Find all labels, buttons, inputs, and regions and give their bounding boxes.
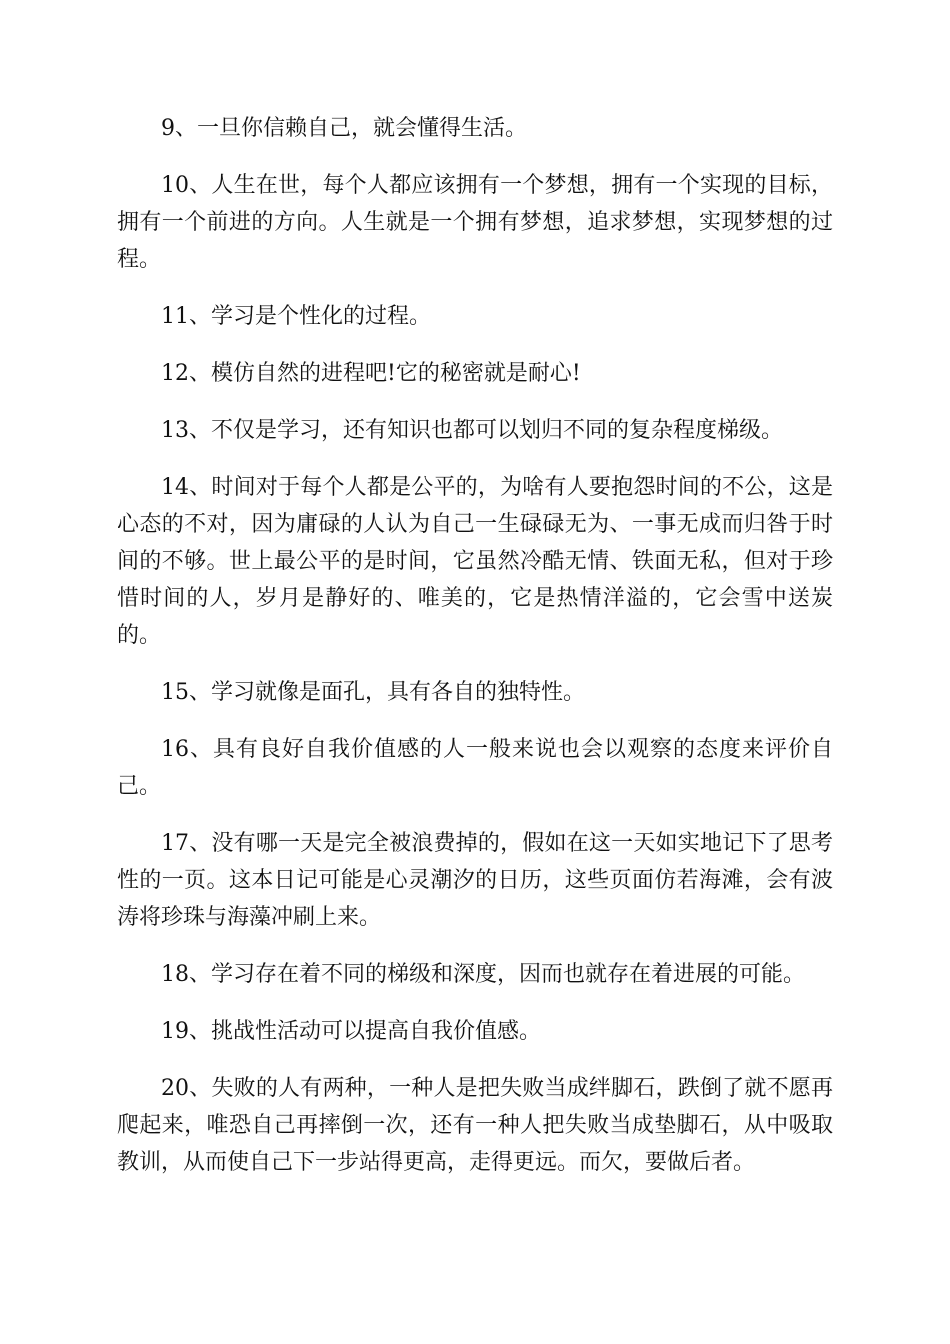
paragraph-18: 18、学习存在着不同的梯级和深度，因而也就存在着进展的可能。	[161, 962, 805, 987]
paragraph-16: 16、具有良好自我价值感的人一般来说也会以观察的态度来评价自己。	[117, 737, 833, 799]
paragraph-17: 17、没有哪一天是完全被浪费掉的，假如在这一天如实地记下了思考性的一页。这本日记可能是心灵潮汐的日历，这些页面仿若海滩，会有波涛将珍珠与海藻冲刷上来。	[117, 831, 833, 930]
paragraph-10: 10、人生在世，每个人都应该拥有一个梦想，拥有一个实现的目标，拥有一个前进的方向。人生就是一个拥有梦想，追求梦想，实现梦想的过程。	[117, 173, 833, 272]
paragraph-14: 14、时间对于每个人都是公平的，为啥有人要抱怨时间的不公，这是心态的不对，因为庸碌的人认为自己一生碌碌无为、一事无成而归咎于时间的不够。世上最公平的是时间，它虽然冷酷无情、铁面无私，但对于珍惜时间的人，岁月是静好的、唯美的，它是热情洋溢的，它会雪中送炭的。	[117, 475, 833, 648]
paragraph-11: 11、学习是个性化的过程。	[161, 304, 431, 329]
paragraph-15: 15、学习就像是面孔，具有各自的独特性。	[161, 680, 585, 705]
paragraph-9: 9、一旦你信赖自己，就会懂得生活。	[161, 116, 527, 141]
paragraph-13: 13、不仅是学习，还有知识也都可以划归不同的复杂程度梯级。	[161, 418, 783, 443]
paragraph-12: 12、模仿自然的进程吧!它的秘密就是耐心!	[161, 361, 581, 386]
paragraph-19: 19、挑战性活动可以提高自我价值感。	[161, 1019, 541, 1044]
document-body	[117, 110, 833, 1201]
paragraph-20: 20、失败的人有两种，一种人是把失败当成绊脚石，跌倒了就不愿再爬起来，唯恐自己再摔倒一次，还有一种人把失败当成垫脚石，从中吸取教训，从而使自己下一步站得更高，走得更远。而欠，要做后者。	[117, 1076, 833, 1175]
